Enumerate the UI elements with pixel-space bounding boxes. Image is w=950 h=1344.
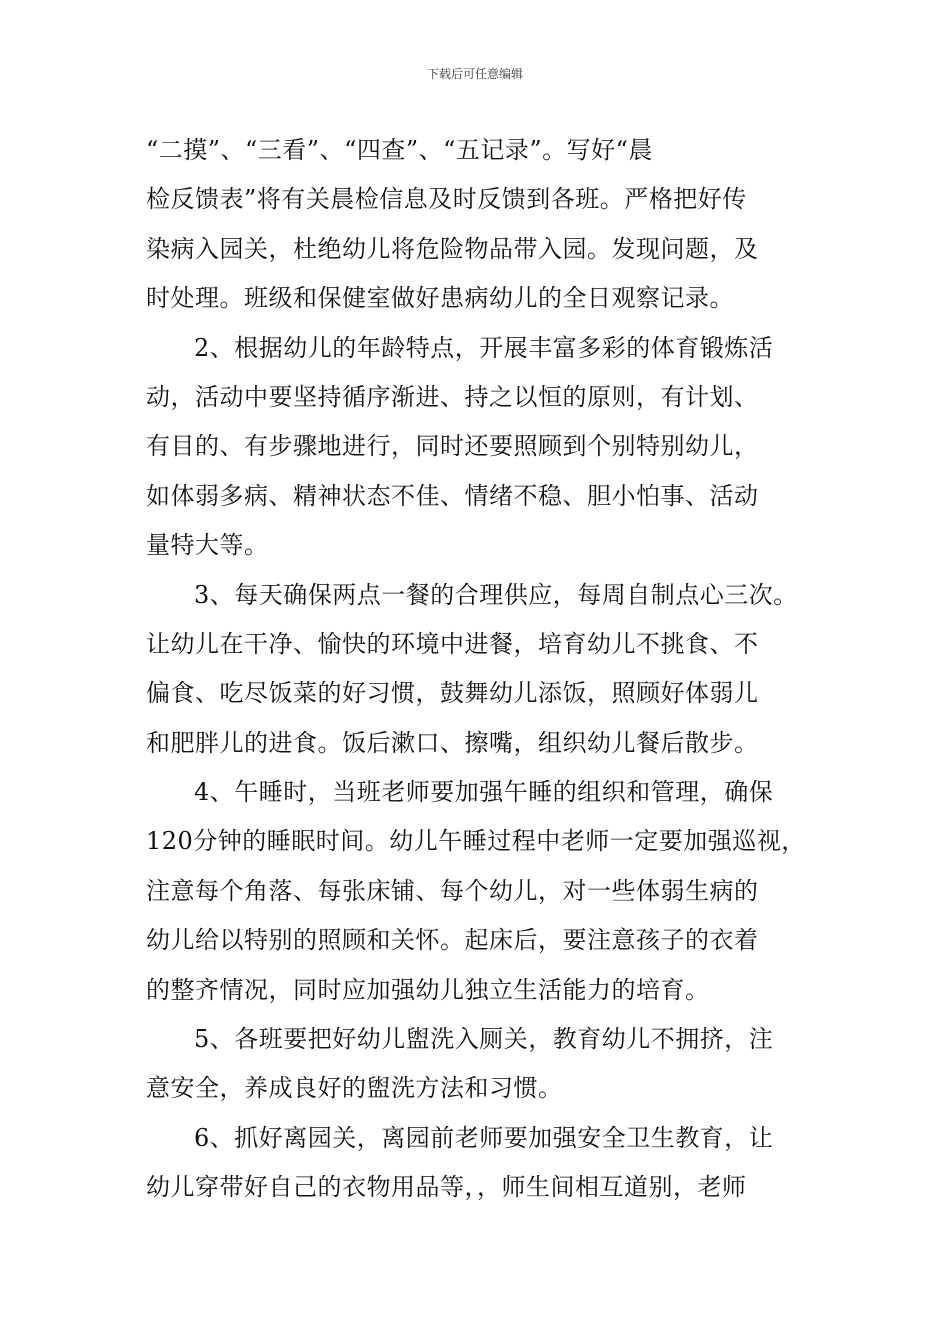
text-line: 偏食、吃尽饭菜的好习惯，鼓舞幼儿添饭，照顾好体弱儿 [146,679,759,708]
text-line: 量特大等。 [146,531,269,560]
text-line: 2、根据幼儿的年龄特点，开展丰富多彩的体育锻炼活 [194,333,774,362]
paragraph [146,571,806,769]
paragraph [146,1015,806,1114]
text-line: 时处理。班级和保健室做好患病幼儿的全日观察记录。 [146,284,734,313]
text-line: 5、各班要把好幼儿盥洗入厕关，教育幼儿不拥挤，注 [194,1025,774,1054]
text-line: 检反馈表”将有关晨检信息及时反馈到各班。严格把好传 [146,185,747,214]
text-line: 4、午睡时，当班老师要加强午睡的组织和管理，确保 [194,778,774,807]
text-line: 如体弱多病、精神状态不佳、情绪不稳、胆小怕事、活动 [146,481,759,510]
text-line: 和肥胖儿的进食。饭后漱口、擦嘴，组织幼儿餐后散步。 [146,728,759,757]
text-line: 120分钟的睡眠时间。幼儿午睡过程中老师一定要加强巡视， [146,827,806,856]
text-line: 染病入园关，杜绝幼儿将危险物品带入园。发现问题，及 [146,234,759,263]
paragraph [146,324,806,571]
paragraph [146,126,806,324]
text-line: “二摸”、“三看”、“四查”、“五记录”。写好“晨 [146,136,653,164]
paragraph [146,1114,806,1213]
text-line: 3、每天确保两点一餐的合理供应，每周自制点心三次。 [194,580,798,609]
paragraph [146,768,806,1015]
document-body [146,126,806,1213]
text-line: 幼儿穿带好自己的衣物用品等，，师生间相互道别，老师 [146,1173,747,1202]
text-line: 动，活动中要坚持循序渐进、持之以恒的原则，有计划、 [146,382,759,411]
text-line: 注意每个角落、每张床铺、每个幼儿，对一些体弱生病的 [146,876,759,905]
text-line: 让幼儿在干净、愉快的环境中进餐，培育幼儿不挑食、不 [146,629,759,658]
text-line: 意安全，养成良好的盥洗方法和习惯。 [146,1074,563,1103]
page-header: 下载后可任意编辑 [426,67,523,81]
text-line: 幼儿给以特别的照顾和关怀。起床后，要注意孩子的衣着 [146,926,759,955]
text-line: 有目的、有步骤地进行，同时还要照顾到个别特别幼儿， [146,432,759,461]
text-line: 6、抓好离园关，离园前老师要加强安全卫生教育，让 [194,1123,774,1152]
text-line: 的整齐情况，同时应加强幼儿独立生活能力的培育。 [146,975,710,1004]
